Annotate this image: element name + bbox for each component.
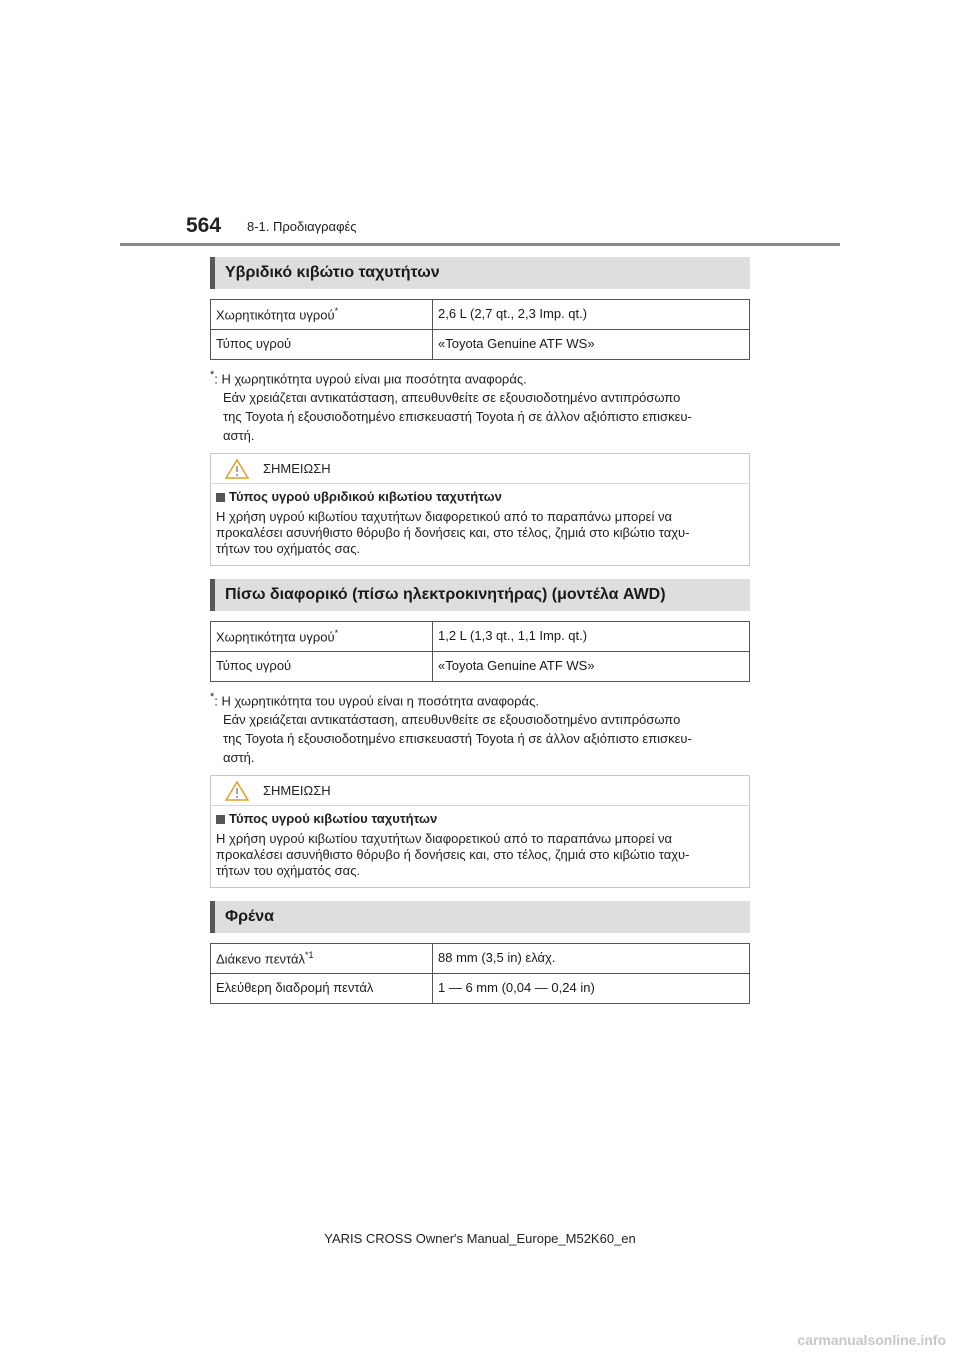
notice-rear-differential: [210, 775, 750, 888]
footnote-line: Εάν χρειάζεται αντικατάσταση, απευθυνθείτε σε εξουσιοδοτημένο αντιπρόσωπο: [223, 390, 681, 406]
notice-subtitle: Τύπος υγρού υβριδικού κιβωτίου ταχυτήτων: [216, 489, 744, 505]
footnote-line: αστή.: [223, 428, 255, 444]
notice-line: Η χρήση υγρού κιβωτίου ταχυτήτων διαφορετικού από το παραπάνω μπορεί να: [216, 831, 672, 846]
table-row: [211, 944, 750, 974]
notice-title: ΣΗΜΕΙΩΣΗ: [263, 783, 331, 798]
spec-table-rear-differential: [210, 621, 750, 682]
heading-brakes: Φρένα: [210, 901, 750, 933]
footnote-rear-differential: [210, 688, 755, 767]
spec-label: Τύπος υγρού: [211, 652, 433, 682]
spec-value: 1 — 6 mm (0,04 — 0,24 in): [433, 974, 750, 1004]
spec-label: Ελεύθερη διαδρομή πεντάλ: [211, 974, 433, 1004]
page-number: 564: [186, 214, 222, 237]
section-title: 8-1. Προδιαγραφές: [247, 219, 357, 234]
spec-table-hybrid-transmission: [210, 299, 750, 360]
footnote-line: της Toyota ή εξουσιοδοτημένο επισκευαστή Toyota ή σε άλλον αξιόπιστο επισκευ-: [223, 409, 692, 425]
notice-line: προκαλέσει ασυνήθιστο θόρυβο ή δονήσεις και, στο τέλος, ζημιά στο κιβώτιο ταχυ-: [216, 525, 690, 540]
spec-value: 88 mm (3,5 in) ελάχ.: [433, 944, 750, 974]
square-bullet-icon: [216, 493, 225, 502]
warning-triangle-icon: [225, 781, 249, 801]
watermark: carmanualsonline.info: [797, 1332, 946, 1348]
footnote-line: αστή.: [223, 750, 255, 766]
table-row: [211, 300, 750, 330]
footnote-mark: *: [210, 369, 215, 381]
notice-line: τήτων του οχήματός σας.: [216, 541, 361, 556]
notice-line: τήτων του οχήματός σας.: [216, 863, 361, 878]
footnote-mark: *: [334, 628, 339, 638]
notice-body: [211, 806, 749, 887]
footnote-line: της Toyota ή εξουσιοδοτημένο επισκευαστή Toyota ή σε άλλον αξιόπιστο επισκευ-: [223, 731, 692, 747]
notice-line: προκαλέσει ασυνήθιστο θόρυβο ή δονήσεις και, στο τέλος, ζημιά στο κιβώτιο ταχυ-: [216, 847, 690, 862]
notice-header: [211, 776, 749, 806]
footnote-hybrid-transmission: [210, 366, 755, 445]
spec-label: Διάκενο πεντάλ$^{*1}$: [211, 944, 433, 974]
footnote-line: *: Η χωρητικότητα υγρού είναι μια ποσότητα αναφοράς.: [210, 369, 527, 387]
spec-value: 2,6 L (2,7 qt., 2,3 Imp. qt.): [433, 300, 750, 330]
spec-label: Χωρητικότητα υγρού*: [211, 300, 433, 330]
notice-title: ΣΗΜΕΙΩΣΗ: [263, 461, 331, 476]
footnote-mark: *1: [304, 950, 314, 960]
notice-body: [211, 484, 749, 565]
warning-triangle-icon: [225, 459, 249, 479]
table-row: [211, 622, 750, 652]
notice-hybrid-transmission: [210, 453, 750, 566]
spec-value: «Toyota Genuine ATF WS»: [433, 330, 750, 360]
spec-label: Τύπος υγρού: [211, 330, 433, 360]
footnote-mark: *: [334, 306, 339, 316]
square-bullet-icon: [216, 815, 225, 824]
spec-label: Χωρητικότητα υγρού*: [211, 622, 433, 652]
table-row: [211, 330, 750, 360]
heading-rear-differential: Πίσω διαφορικό (πίσω ηλεκτροκινητήρας) (μοντέλα AWD): [210, 579, 750, 611]
notice-subtitle: Τύπος υγρού κιβωτίου ταχυτήτων: [216, 811, 744, 827]
document-footer: YARIS CROSS Owner's Manual_Europe_M52K60_en: [324, 1231, 636, 1246]
footnote-line: Εάν χρειάζεται αντικατάσταση, απευθυνθείτε σε εξουσιοδοτημένο αντιπρόσωπο: [223, 712, 681, 728]
table-row: [211, 974, 750, 1004]
spec-table-brakes: [210, 943, 750, 1004]
spec-value: «Toyota Genuine ATF WS»: [433, 652, 750, 682]
heading-hybrid-transmission: Υβριδικό κιβώτιο ταχυτήτων: [210, 257, 750, 289]
header-rule: [120, 243, 840, 246]
spec-value: 1,2 L (1,3 qt., 1,1 Imp. qt.): [433, 622, 750, 652]
notice-header: [211, 454, 749, 484]
footnote-line: *: Η χωρητικότητα του υγρού είναι η ποσότητα αναφοράς.: [210, 691, 539, 709]
notice-line: Η χρήση υγρού κιβωτίου ταχυτήτων διαφορετικού από το παραπάνω μπορεί να: [216, 509, 672, 524]
footnote-mark: *: [210, 691, 215, 703]
table-row: [211, 652, 750, 682]
